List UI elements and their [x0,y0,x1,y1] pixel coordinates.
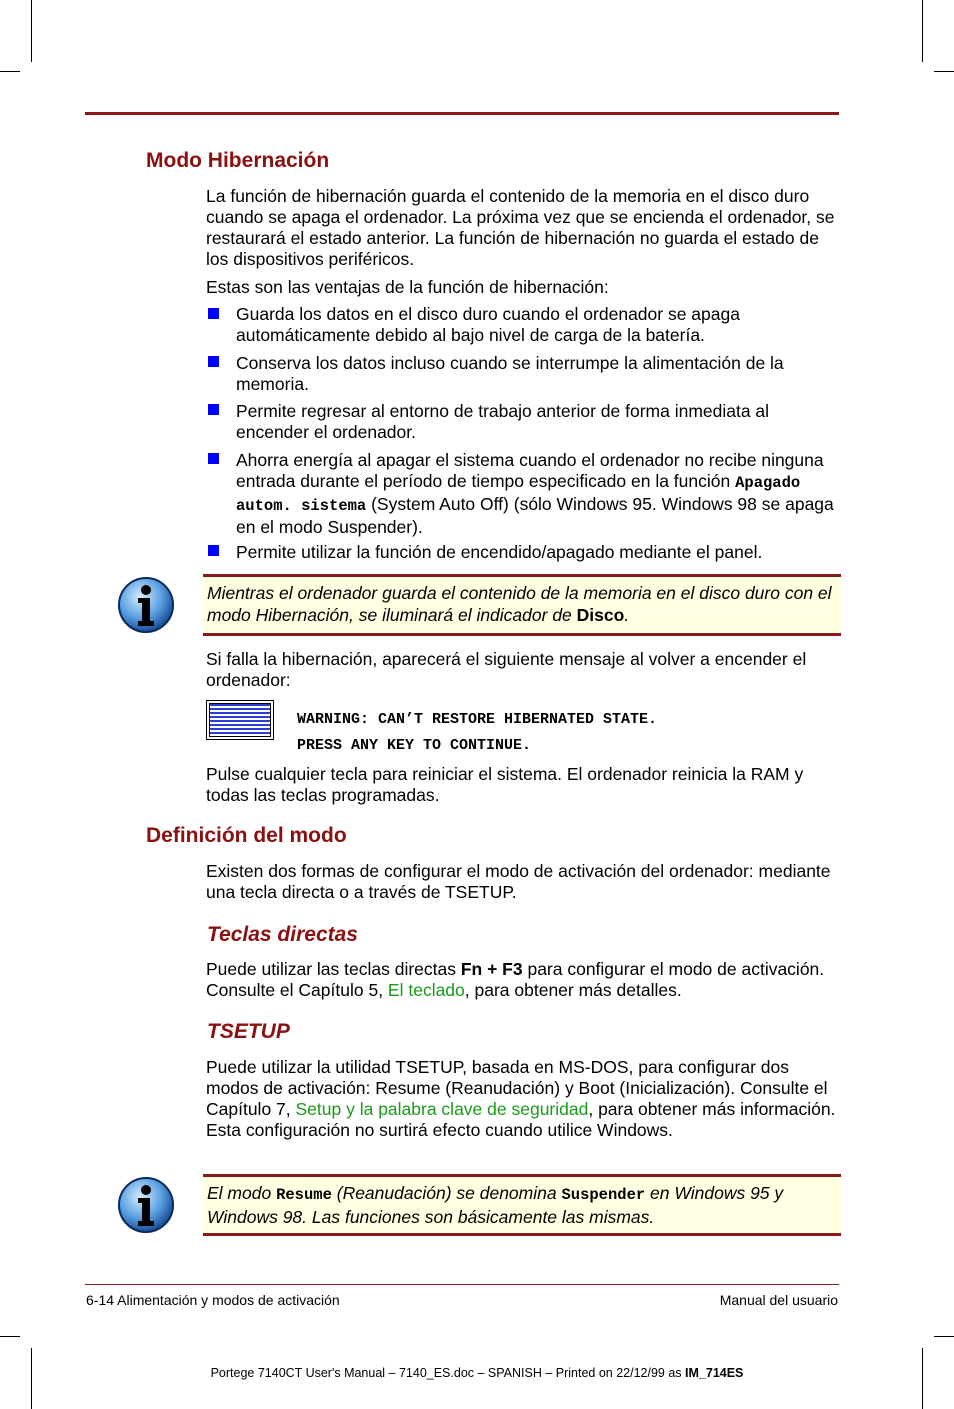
bullet-item: Conserva los datos incluso cuando se interrumpe la alimentación de la memoria. [236,353,784,394]
note-text: (Reanudación) se denomina [331,1183,562,1203]
bullet-square-icon [208,308,219,319]
note-bold: Disco [576,605,625,625]
bullet-square-icon [208,453,219,464]
subsection-title-tsetup: TSETUP [207,1020,290,1043]
text: , para obtener más detalles. [464,980,682,1000]
note-text: Mientras el ordenador guarda el contenido de la memoria en el disco duro con el modo Hibernación, se iluminará el indicador de [207,583,832,625]
bullet-square-icon [208,404,219,415]
warning-message-line: PRESS ANY KEY TO CONTINUE. [297,737,532,754]
footer-page-label: 6-14 Alimentación y modos de activación [86,1292,340,1308]
info-icon [117,576,175,634]
warning-message-line: WARNING: CAN’T RESTORE HIBERNATED STATE. [297,711,658,728]
bullet-square-icon [208,356,219,367]
bullet-square-icon [208,545,219,556]
function-name-code: Apagado autom. sistema [236,474,801,515]
text: , para obtener más información. Esta configuración no surtirá efecto cuando utilice Windows. [206,1099,836,1140]
bullet-item: Guarda los datos en el disco duro cuando el ordenador se apaga automáticamente debido al bajo nivel de carga de la batería. [236,304,740,345]
chapter-link-setup[interactable]: Setup y la palabra clave de seguridad [295,1099,589,1119]
crop-mark [0,71,20,72]
footer-manual-label: Manual del usuario [719,1292,838,1308]
bullet-item [236,450,836,538]
note-box [203,574,841,636]
crop-mark [922,0,923,62]
resume-code: Resume [276,1186,332,1204]
bullet-text: Ahorra energía al apagar el sistema cuando el ordenador no recibe ninguna entrada durante el período de tiempo especificado en la función [236,450,824,491]
text: Puede utilizar las teclas directas [206,959,461,979]
tsetup-text [206,1057,841,1141]
suspend-code: Suspender [561,1186,646,1204]
advantages-intro: Estas son las ventajas de la función de hibernación: [206,277,609,297]
info-icon [117,1176,175,1234]
hibernation-intro: La función de hibernación guarda el contenido de la memoria en el disco duro cuando se apaga el ordenador. La próxima vez que se encienda el ordenador, se restaurará el estado anterior. La función de hibernación no guarda el estado de los dispositivos periféricos. [206,186,835,269]
crop-mark [934,1336,954,1337]
hibernation-fail-text: Si falla la hibernación, aparecerá el siguiente mensaje al volver a encender el ordenador: [206,649,807,690]
note-end: . [624,605,630,625]
screen-message-icon [206,700,274,740]
section-title-mode: Definición del modo [146,824,347,847]
header-rule [85,112,839,115]
subsection-title-hotkeys: Teclas directas [207,923,358,946]
hotkeys-text [206,959,841,1001]
crop-mark [934,71,954,72]
note-text: en Windows 95 y Windows 98. Las funciones son básicamente las mismas. [207,1183,784,1227]
print-text: Portege 7140CT User's Manual – 7140_ES.doc – SPANISH – Printed on 22/12/99 as [210,1366,686,1380]
after-message-text: Pulse cualquier tecla para reiniciar el sistema. El ordenador reinicia la RAM y todas las teclas programadas. [206,764,804,805]
crop-mark [0,1336,20,1337]
bullet-item: Permite regresar al entorno de trabajo anterior de forma inmediata al encender el ordenador. [236,401,770,442]
footer-rule [85,1284,839,1285]
hotkey-combo: Fn + F3 [460,959,523,979]
note-text: El modo [207,1183,277,1203]
note-box [203,1174,841,1236]
mode-intro: Existen dos formas de configurar el modo de activación del ordenador: mediante una tecla directa o a través de TSETUP. [206,861,831,902]
text: para configurar el modo de activación. Consulte el Capítulo 5, [206,959,825,1000]
bullet-item: Permite utilizar la función de encendido/apagado mediante el panel. [236,542,763,562]
bullet-text: (System Auto Off) (sólo Windows 95. Windows 98 se apaga en el modo Suspender). [236,494,834,537]
print-id: IM_714ES [685,1366,744,1380]
section-title-hibernation: Modo Hibernación [146,149,330,172]
chapter-link-keyboard[interactable]: El teclado [387,980,465,1000]
crop-mark [31,0,32,62]
print-info [0,1366,954,1380]
text: Puede utilizar la utilidad TSETUP, basada en MS-DOS, para configurar dos modos de activación: Resume (Reanudación) y Boot (Inicialización). Consulte el Capítulo 7, [206,1057,828,1119]
